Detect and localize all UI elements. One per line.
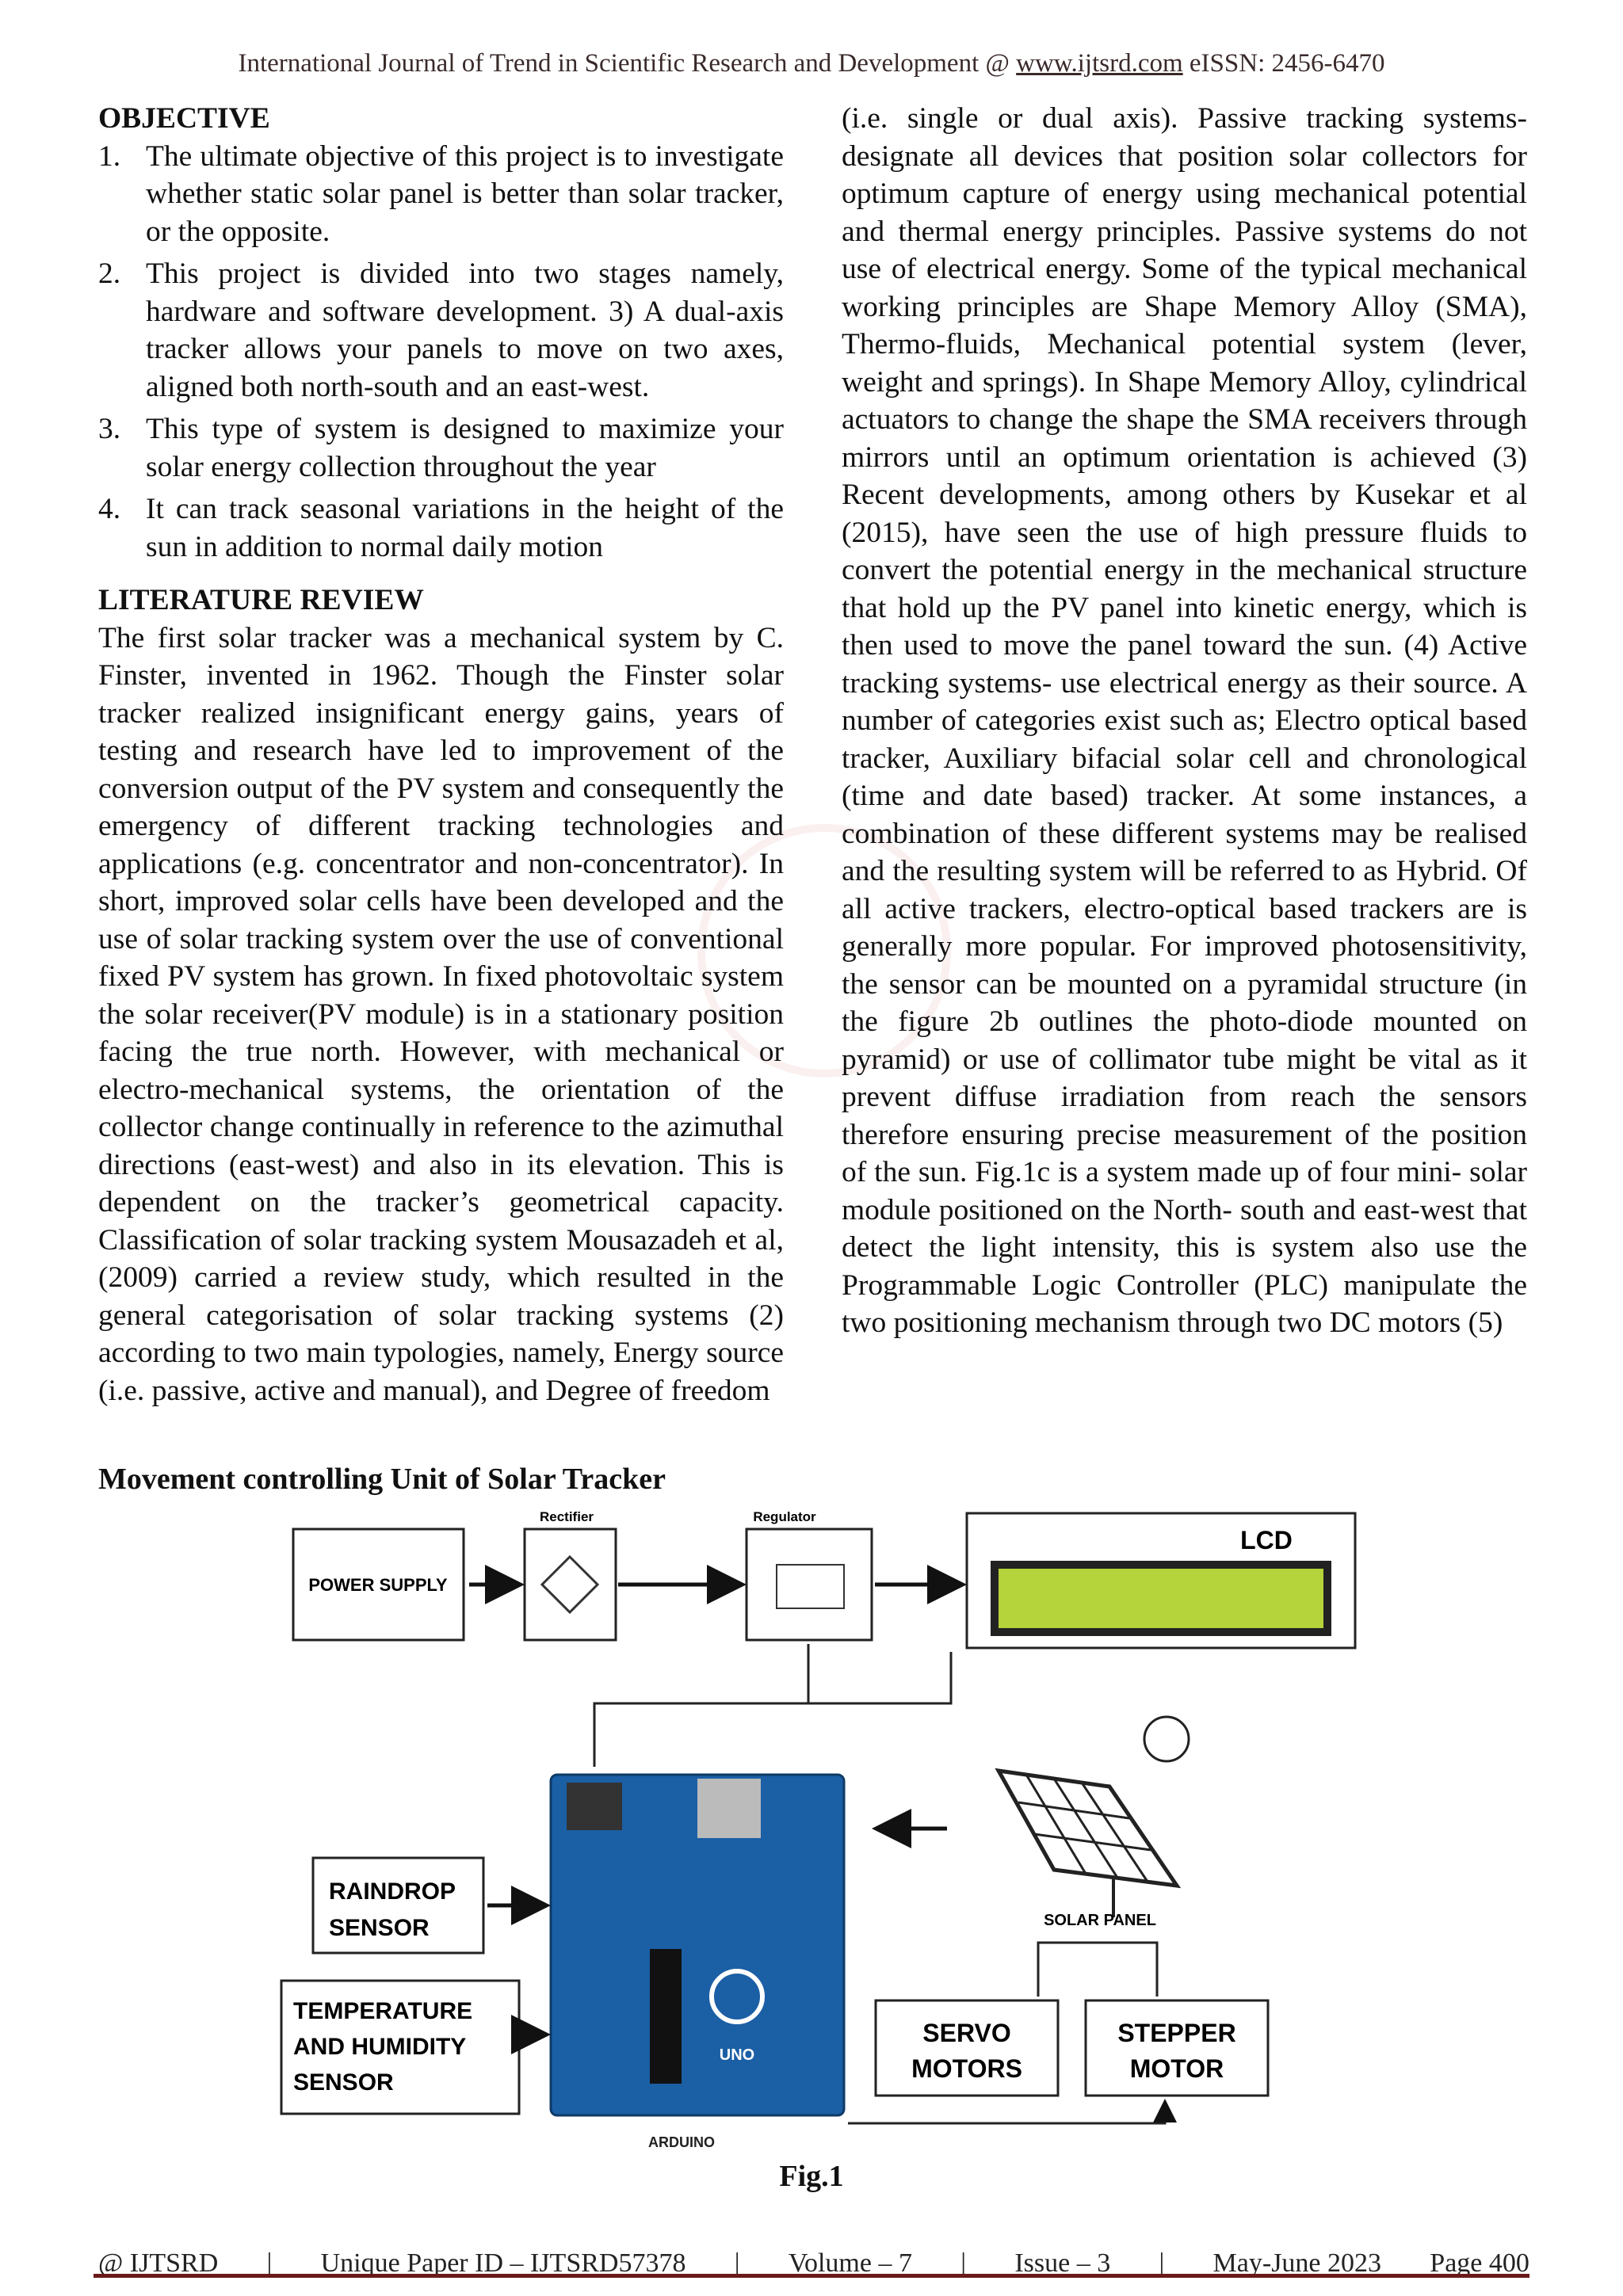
power-supply-block xyxy=(293,1529,464,1640)
list-number: 1. xyxy=(98,139,121,173)
temperature-label-3: SENSOR xyxy=(293,2069,394,2096)
footer-separator: | xyxy=(1159,2248,1165,2278)
dc-jack xyxy=(567,1783,622,1830)
journal-url-link[interactable]: www.ijtsrd.com xyxy=(1016,49,1183,78)
temperature-label-2: AND HUMIDITY xyxy=(293,2034,467,2060)
footer-rule xyxy=(94,2274,1529,2278)
stepper-motor-block xyxy=(1086,2000,1268,2096)
list-item xyxy=(98,490,784,566)
footer-issue: Issue – 3 xyxy=(1014,2248,1111,2278)
objective-heading: OBJECTIVE xyxy=(98,102,270,135)
list-item xyxy=(98,410,784,486)
wire-panel-to-motors xyxy=(1038,1943,1157,1997)
temperature-label-1: TEMPERATURE xyxy=(293,1998,473,2024)
objective-list xyxy=(98,138,784,566)
regulator-label: Regulator xyxy=(753,1509,816,1524)
list-text: It can track seasonal variations in the height of the sun in addition to normal daily motion xyxy=(146,493,784,563)
list-text: This project is divided into two stages namely, hardware and software development. 3) A dual-axis tracker allows your panels to move on two axes, aligned both north-south and an east-west. xyxy=(146,257,784,403)
raindrop-label-2: SENSOR xyxy=(329,1915,430,1941)
regulator-block xyxy=(747,1509,872,1640)
sun-icon xyxy=(1144,1717,1189,1761)
footer-publisher: @ IJTSRD xyxy=(98,2248,219,2278)
servo-label-1: SERVO xyxy=(922,2019,1011,2047)
temperature-sensor-block xyxy=(281,1981,519,2114)
solar-panel-label: SOLAR PANEL xyxy=(1044,1912,1156,1929)
lcd-label: LCD xyxy=(1240,1526,1293,1554)
figure-caption: Fig.1 xyxy=(779,2160,844,2193)
solar-tracker-block-diagram xyxy=(269,1505,1411,2155)
literature-paragraph-left: The first solar tracker was a mechanical system by C. Finster, invented in 1962. Though the Finster solar tracker realized insignificant energy gains, years of testing and research have led to improvement of the conversion output of the PV system and consequently the emergency of different tracking technologies and applications (e.g. concentrator and non-concentrator). In short, improved solar cells have been developed and the use of solar tracking system over the use of conventional fixed PV system has grown. In fixed photovoltaic system the solar receiver(PV module) is in a stationary position facing the true north. However, with mechanical or electro-mechanical systems, the orientation of the collector change continually in reference to the azimuthal directions (east-west) and also in its elevation. This is dependent on the tracker’s geometrical capacity. Classification of solar tracking system Mousazadeh et al, (2009) carried a review study, which resulted in the general categorisation of solar tracking systems (2) according to two main typologies, namely, Energy source (i.e. passive, active and manual), and Degree of freedom xyxy=(98,621,784,1407)
footer-date: May-June 2023 xyxy=(1212,2248,1382,2278)
atmega-chip xyxy=(650,1949,682,2084)
figure-heading: Movement controlling Unit of Solar Tracker xyxy=(98,1463,666,1496)
usb-port xyxy=(697,1779,761,1838)
lcd-block xyxy=(967,1513,1355,1648)
raindrop-sensor-block xyxy=(313,1858,483,1953)
rectifier-block xyxy=(525,1509,616,1640)
list-text: This type of system is designed to maximize your solar energy collection throughout the year xyxy=(146,413,784,483)
journal-issn: eISSN: 2456-6470 xyxy=(1189,49,1385,78)
servo-label-2: MOTORS xyxy=(911,2054,1022,2083)
list-item xyxy=(98,255,784,406)
footer-paper-id: Unique Paper ID – IJTSRD57378 xyxy=(320,2248,686,2278)
stepper-label-2: MOTOR xyxy=(1129,2054,1224,2083)
footer-page: Page 400 xyxy=(1430,2248,1529,2278)
literature-paragraph-right: (i.e. single or dual axis). Passive tracking systems-designate all devices that position solar collectors for optimum capture of energy using mechanical potential and thermal energy principles. Passive systems do not use of electrical energy. Some of the typical mechanical working principles are Shape Memory Alloy (SMA), Thermo-fluids, Mechanical potential system (lever, weight and springs). In Shape Memory Alloy, cylindrical actuators to change the shape the SMA receivers through mirrors until an optimum orientation is achieved (3) Recent developments, among others by Kusekar et al (2015), have seen the use of high pressure fluids to convert the potential energy in the mechanical structure that hold up the PV panel into kinetic energy, which is then used to move the panel toward the sun. (4) Active tracking systems- use electrical energy as their source. A number of categories exist such as; Electro optical based tracker, Auxiliary bifacial solar cell and chronological (time and date based) tracker. At some instances, a combination of these different systems may be realised and the resulting system will be referred to as Hybrid. Of all active trackers, electro-optical based trackers are is generally more popular. For improved photosensitivity, the sensor can be mounted on a pyramidal structure (in the figure 2b outlines the photo-diode mounted on pyramid) or use of collimator tube might be vital as it prevent diffuse irradiation from reach the sensors therefore ensuring precise measurement of the position of the sun. Fig.1c is a system made up of four mini- solar module positioned on the North- south and east-west that detect the light intensity, this is system also use the Programmable Logic Controller (PLC) manipulate the two positioning mechanism through two DC motors (5) xyxy=(842,102,1527,1339)
arrow-arduino-to-motors xyxy=(848,2103,1165,2123)
list-item xyxy=(98,138,784,251)
servo-motors-block xyxy=(876,2000,1058,2096)
arduino-board xyxy=(551,1775,844,2150)
power-supply-label: POWER SUPPLY xyxy=(308,1575,448,1595)
running-header xyxy=(0,49,1623,78)
list-number: 3. xyxy=(98,413,121,445)
stepper-label-1: STEPPER xyxy=(1117,2019,1236,2047)
uno-label: UNO xyxy=(719,2046,755,2064)
list-text: The ultimate objective of this project is to investigate whether static solar panel is better than solar tracker, or the opposite. xyxy=(146,139,784,248)
footer-separator: | xyxy=(734,2248,740,2278)
arduino-label: ARDUINO xyxy=(648,2134,715,2150)
footer-volume: Volume – 7 xyxy=(788,2248,912,2278)
list-number: 2. xyxy=(98,257,121,290)
left-column xyxy=(98,100,784,1409)
footer-separator: | xyxy=(266,2248,273,2278)
rectifier-label: Rectifier xyxy=(539,1509,594,1524)
list-number: 4. xyxy=(98,493,121,525)
journal-name: International Journal of Trend in Scientific Research and Development @ xyxy=(238,49,1010,78)
wire-arduino-to-lcd xyxy=(594,1652,951,1767)
footer-separator: | xyxy=(960,2248,967,2278)
literature-heading: LITERATURE REVIEW xyxy=(98,584,424,616)
lcd-screen xyxy=(999,1569,1323,1628)
raindrop-label-1: RAINDROP xyxy=(329,1878,456,1905)
right-column xyxy=(842,100,1527,1342)
solar-panel xyxy=(999,1717,1189,1929)
